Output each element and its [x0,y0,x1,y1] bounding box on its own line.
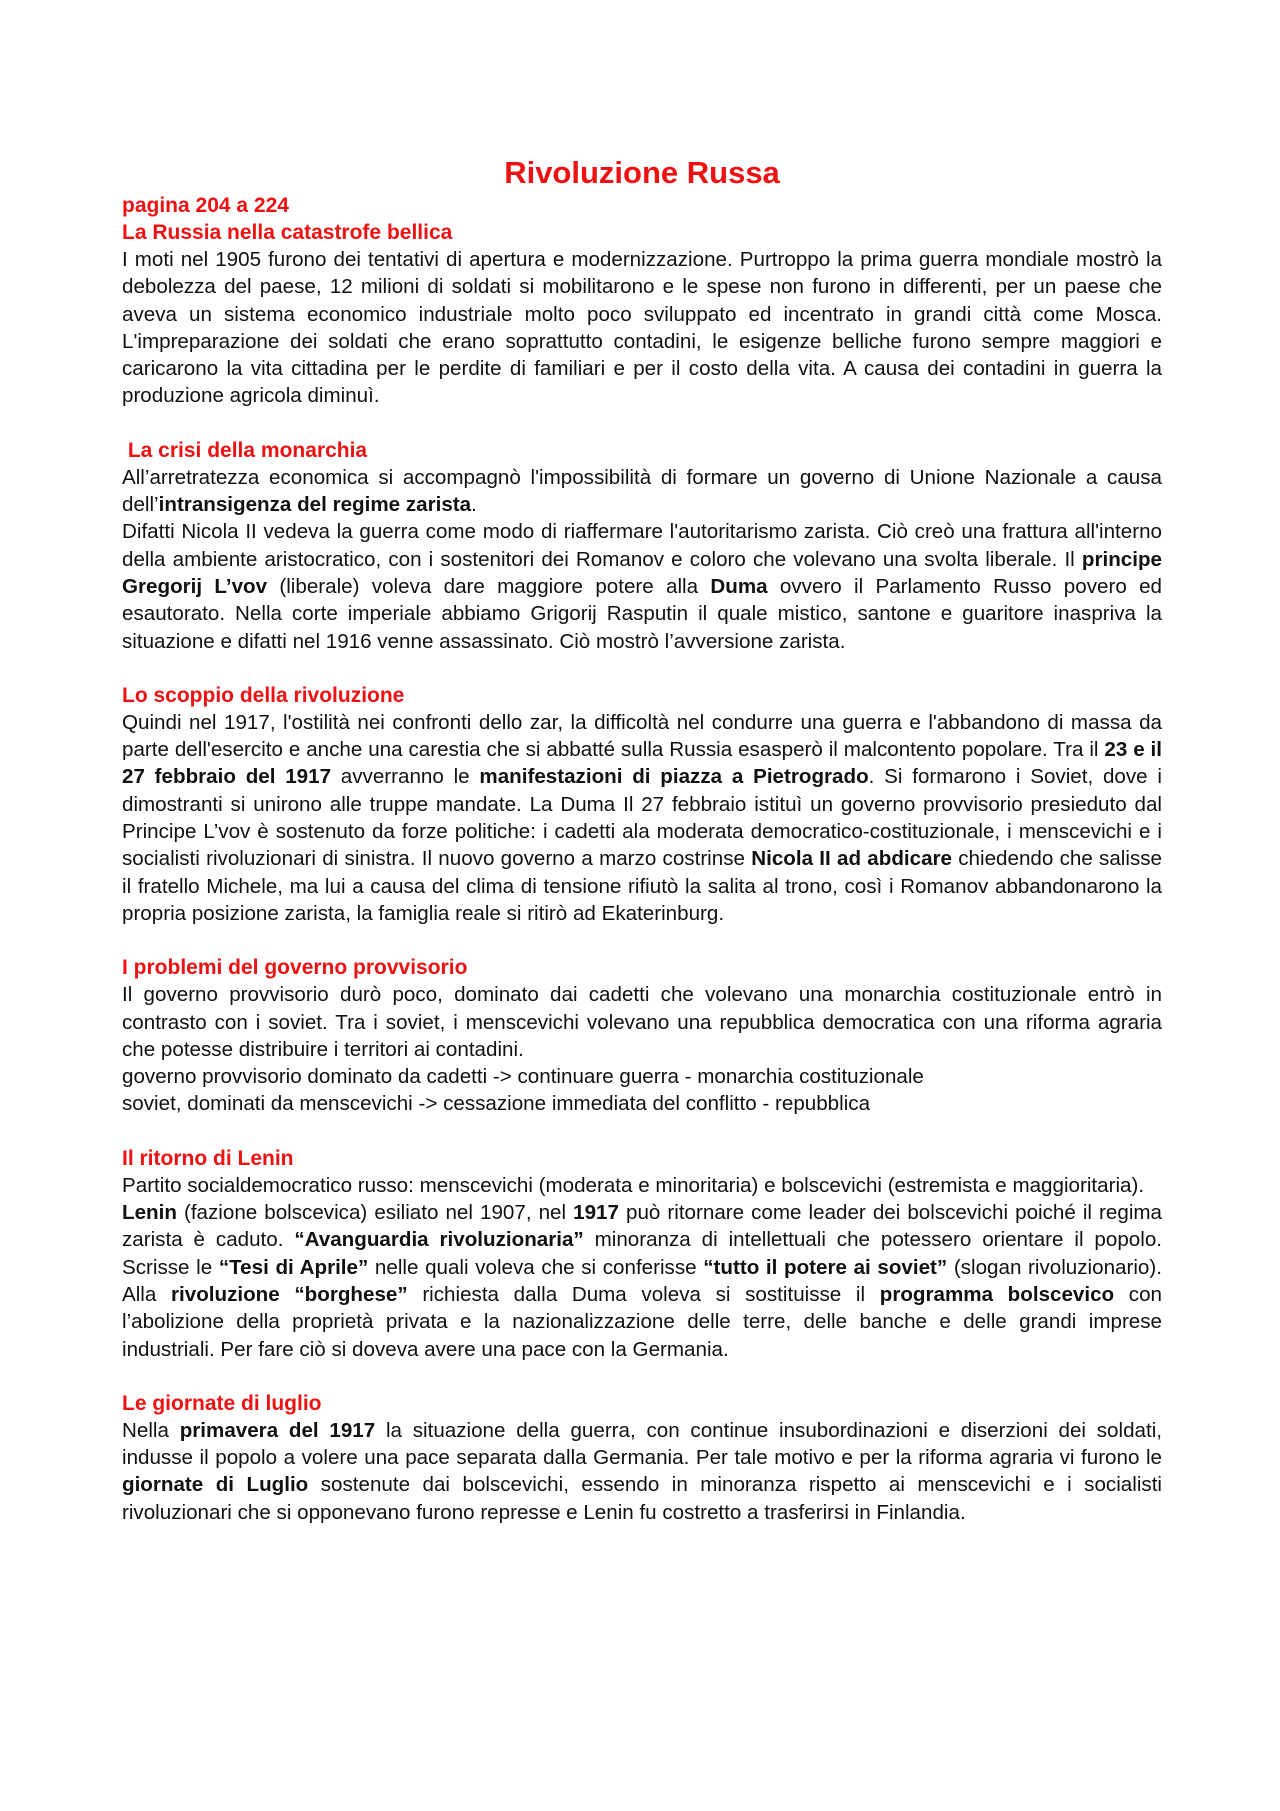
paragraph [122,246,1162,410]
bold-text: Duma [710,574,768,598]
paragraph [122,1063,1162,1090]
text-run: Quindi nel 1917, l'ostilità nei confronti dello zar, la difficoltà nel condurre una guerra e l'abbandono di massa da parte dell'esercito e anche una carestia che si abbatté sulla Russia esasperò il malcontento popolare. Tra il [122,710,1162,762]
text-run: (fazione bolscevica) esiliato nel 1907, nel [176,1201,574,1225]
text-run: può ritornare come leader dei bolscevichi poiché il regima zarista è caduto. [122,1201,1162,1252]
text-run: (slogan rivoluzionario). Alla [122,1255,1162,1306]
text-run: governo provvisorio dominato da cadetti -> continuare guerra - monarchia costituzionale [122,1065,924,1089]
section [122,954,1162,1117]
text-run: Il governo provvisorio durò poco, dominato dai cadetti che volevano una monarchia costituzionale entrò in contrasto con i soviet. Tra i soviet, i menscevichi volevano una repubblica democratica con una riforma agraria che potesse distribuire i territori ai contadini. [122,983,1162,1061]
text-run: . Si formarono i Soviet, dove i dimostranti si unirono alle truppe mandate. La Duma Il 27 febbraio istituì un governo provvisorio presieduto dal Principe L’vov è sostenuto da forze politiche: i cadetti ala moderata democratico-costituzionale, i menscevichi e i socialisti rivoluzionari di sinistra. Il nuovo governo a marzo costrinse [122,765,1162,871]
text-run: avverranno le [331,765,480,789]
text-run: minoranza di intellettuali che potessero orientare il popolo. Scrisse le [122,1228,1162,1279]
text-run: Nella [122,1418,180,1442]
text-run: . [471,493,477,517]
bold-text: “tutto il potere ai soviet” [703,1255,948,1279]
section [122,682,1162,927]
bold-text: 1917 [573,1201,619,1225]
bold-text: principe Gregorij L’vov [122,547,1162,598]
bold-text: primavera del 1917 [179,1418,376,1442]
paragraph [122,1199,1162,1363]
text-run: (liberale) voleva dare maggiore potere alla [267,574,711,598]
section [122,1390,1162,1526]
section-heading: I problemi del governo provvisorio [122,956,468,980]
section-heading: La crisi della monarchia [122,438,368,462]
paragraph [122,464,1162,519]
text-run: sostenute dai bolscevichi, essendo in minoranza rispetto ai menscevichi e i socialisti rivoluzionari che si opponevano furono represse e Lenin fu costretto a trasferirsi in Finlandia. [122,1473,1162,1524]
paragraph [122,709,1162,927]
text-run: nelle quali voleva che si conferisse [368,1255,704,1279]
bold-text: manifestazioni di piazza a Pietrogrado [479,765,869,789]
bold-text: “Tesi di Aprile” [218,1255,369,1279]
document-title: Rivoluzione Russa [504,155,780,190]
paragraph [122,1090,1162,1117]
bold-text: giornate di Luglio [122,1473,309,1497]
text-run: ovvero il Parlamento Russo povero ed esautorato. Nella corte imperiale abbiamo Grigorij Rasputin il quale mistico, santone e guaritore inaspriva la situazione e difatti nel 1916 venne assassinato. Ciò mostrò l’avversione zarista. [122,574,1162,653]
text-run: la situazione della guerra, con continue insubordinazioni e diserzioni dei soldati, indusse il popolo a volere una pace separata dalla Germania. Per tale motivo e per la riforma agraria vi furono le [122,1418,1163,1470]
paragraph [122,1417,1162,1526]
section-heading: Le giornate di luglio [122,1391,322,1415]
text-run: All’arretratezza economica si accompagnò l'impossibilità di formare un governo di Unione Nazionale a causa dell’ [122,465,1162,517]
text-run: I moti nel 1905 furono dei tentativi di apertura e modernizzazione. Purtroppo la prima guerra mondiale mostrò la debolezza del paese, 12 milioni di soldati si mobilitarono e le spese non furono in differenti, per un paese che aveva un sistema economico industriale molto poco sviluppato ed incentrato in grandi città come Mosca. L'impreparazione dei soldati che erano soprattutto contadini, le esigenze belliche furono sempre maggiori e caricarono la vita cittadina per le perdite di familiari e per il costo della vita. A causa dei contadini in guerra la produzione agricola diminuì. [122,248,1162,408]
section [122,1145,1162,1363]
bold-text: 23 e il 27 febbraio del 1917 [122,738,1163,789]
bold-text: programma bolscevico [879,1282,1115,1306]
text-run: Difatti Nicola II vedeva la guerra come modo di riaffermare l'autoritarismo zarista. Ciò creò una frattura all'interno della ambiente aristocratico, con i sostenitori dei Romanov e coloro che volevano una svolta liberale. Il [122,520,1162,571]
section-heading: Il ritorno di Lenin [122,1146,294,1170]
text-run: richiesta dalla Duma voleva si sostituisse il [407,1282,880,1306]
paragraph [122,1172,1162,1199]
text-run: con l’abolizione della proprietà privata e la nazionalizzazione delle terre, delle banche e delle grandi imprese industriali. Per fare ciò si doveva avere una pace con la Germania. [122,1282,1163,1361]
section [122,219,1162,410]
section [122,437,1162,655]
bold-text: Nicola II ad abdicare [751,847,952,871]
section-heading: La Russia nella catastrofe bellica [122,221,453,244]
paragraph [122,518,1162,654]
text-run: chiedendo che salisse il fratello Michele, ma lui a causa del clima di tensione rifiutò la salita al trono, così i Romanov abbandonarono la propria posizione zarista, la famiglia reale si ritirò ad Ekaterinburg. [122,847,1162,925]
page-range: pagina 204 a 224 [122,194,289,217]
section-heading: Lo scoppio della rivoluzione [122,683,405,707]
bold-text: intransigenza del regime zarista [158,493,472,517]
bold-text: Lenin [122,1201,177,1225]
bold-text: “Avanguardia rivoluzionaria” [294,1228,584,1252]
document-page [122,154,1162,1526]
bold-text: rivoluzione “borghese” [171,1282,408,1306]
paragraph [122,981,1162,1063]
text-run: Partito socialdemocratico russo: menscevichi (moderata e minoritaria) e bolscevichi (estremista e maggioritaria). [122,1173,1145,1197]
sections [122,219,1162,1526]
text-run: soviet, dominati da menscevichi -> cessazione immediata del conflitto - repubblica [122,1092,871,1116]
